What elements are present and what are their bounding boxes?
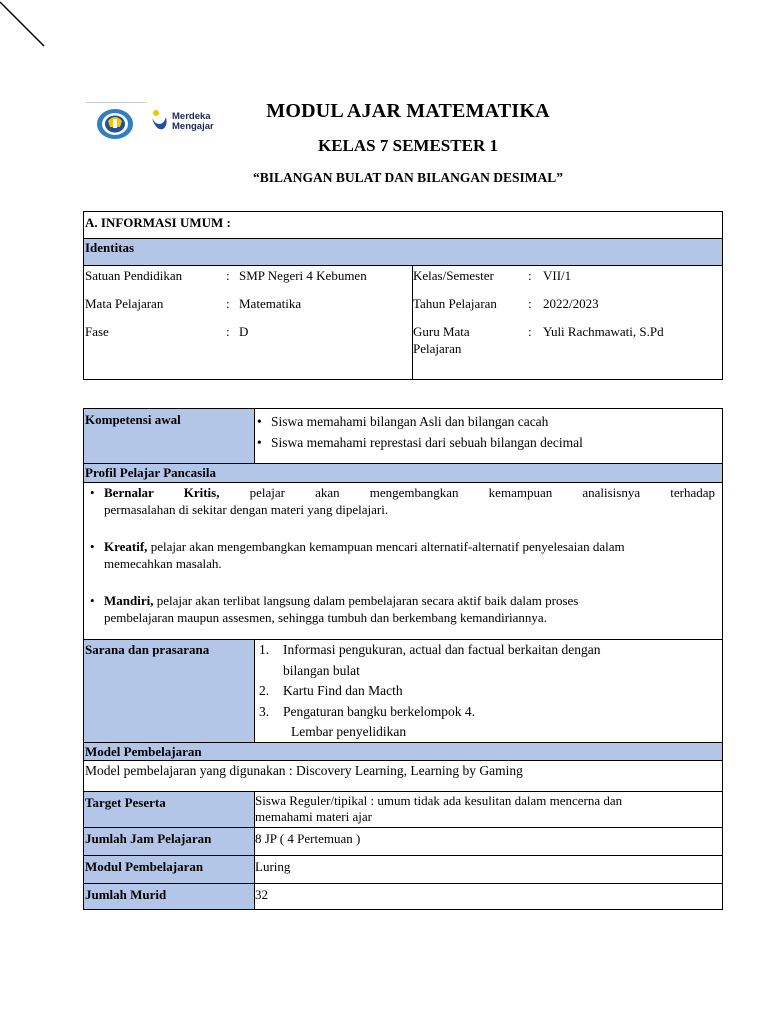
jam-value: 8 JP ( 4 Pertemuan ) <box>255 831 361 846</box>
sarana-item-text: Informasi pengukuran, actual dan factual berkaitan dengan <box>283 642 601 657</box>
profil-item-bold: Bernalar Kritis, <box>104 485 220 500</box>
sarana-item-text: Pengaturan bangku berkelompok 4. <box>283 703 475 719</box>
target-label: Target Peserta <box>85 795 166 810</box>
label-fase: Fase <box>85 324 109 339</box>
label-guru-line1: Guru Mata <box>413 324 470 339</box>
profil-item-bold: Mandiri, <box>104 593 154 608</box>
murid-label: Jumlah Murid <box>85 887 167 902</box>
value-kelas-semester: VII/1 <box>543 268 572 283</box>
sep: : <box>226 268 230 283</box>
sarana-item <box>259 681 714 702</box>
sarana-extra-item: Lembar penyelidikan <box>291 724 407 739</box>
profil-item-bernalar <box>88 484 715 518</box>
sarana-item-text: bilangan bulat <box>283 662 360 678</box>
label-guru-line2: Pelajaran <box>413 341 462 356</box>
jam-label: Jumlah Jam Pelajaran <box>85 831 212 846</box>
sarana-item <box>259 702 714 723</box>
sarana-list <box>259 640 714 743</box>
kompetensi-item: • Siswa memahami represtasi dari sebuah bilangan decimal <box>255 432 715 453</box>
kompetensi-item: • Siswa memahami bilangan Asli dan bilangan cacah <box>255 411 715 432</box>
profil-item-bold: Kreatif, <box>104 539 148 554</box>
details-table <box>83 408 723 910</box>
profil-item-text: memecahkan masalah. <box>104 556 222 571</box>
sarana-item-number: 1. <box>259 642 270 657</box>
document-title: MODUL AJAR MATEMATIKA <box>266 100 550 122</box>
class-semester-title: KELAS 7 SEMESTER 1 <box>318 136 498 155</box>
target-label-cell <box>84 792 254 827</box>
profil-header <box>84 464 722 482</box>
info-table <box>83 211 723 380</box>
murid-label-cell <box>84 884 254 909</box>
profil-item-kreatif <box>88 538 715 572</box>
profil-list <box>88 484 715 626</box>
label-tahun-pelajaran: Tahun Pelajaran <box>413 296 497 311</box>
label-guru-mata-pelajaran <box>413 323 470 357</box>
murid-value: 32 <box>255 887 268 902</box>
model-text: Model pembelajaran yang digunakan : Discovery Learning, Learning by Gaming <box>85 763 523 778</box>
profil-item-text: permasalahan di sekitar dengan materi yang dipelajari. <box>104 502 389 517</box>
profil-item-mandiri <box>88 592 715 626</box>
value-tahun-pelajaran: 2022/2023 <box>543 296 599 311</box>
value-satuan-pendidikan: SMP Negeri 4 Kebumen <box>239 268 367 283</box>
jam-label-cell <box>84 828 254 855</box>
model-label: Model Pembelajaran <box>85 744 202 759</box>
sarana-item <box>259 640 714 681</box>
kompetensi-label-cell <box>84 409 254 463</box>
modul-label-cell <box>84 856 254 883</box>
info-section-title: A. INFORMASI UMUM : <box>85 215 231 230</box>
value-mata-pelajaran: Matematika <box>239 296 302 311</box>
modul-label: Modul Pembelajaran <box>85 859 204 874</box>
label-satuan-pendidikan: Satuan Pendidikan <box>85 268 183 283</box>
corner-diagonal-line <box>0 0 50 50</box>
profil-item-text: pelajar akan mengembangkan kemampuan analisisnya terhadap <box>219 485 715 500</box>
topic-title: “BILANGAN BULAT DAN BILANGAN DESIMAL” <box>252 170 564 185</box>
value-fase: D <box>239 324 249 339</box>
target-value-line: Siswa Reguler/tipikal : umum tidak ada kesulitan dalam mencerna dan <box>255 793 623 808</box>
logo-text-mengajar: Mengajar <box>172 120 214 132</box>
profil-item-text: pembelajaran maupun assesmen, sehingga tumbuh dan berkembang kemandiriannya. <box>104 610 547 625</box>
sep: : <box>528 296 532 311</box>
target-value <box>255 793 622 825</box>
sep: : <box>226 324 230 339</box>
kompetensi-list <box>255 411 715 453</box>
sarana-label-cell <box>84 640 254 742</box>
label-mata-pelajaran: Mata Pelajaran <box>85 296 164 311</box>
sarana-item-text: Kartu Find dan Macth <box>283 683 403 698</box>
logo-text-merdeka: Merdeka <box>172 111 211 122</box>
model-header <box>84 743 722 760</box>
sarana-label: Sarana dan prasarana <box>85 642 210 657</box>
identitas-header <box>84 239 722 265</box>
sep: : <box>528 268 532 283</box>
sarana-item-number: 3. <box>259 703 270 719</box>
sarana-item-number: 2. <box>259 683 270 698</box>
sep: : <box>528 324 532 339</box>
kompetensi-label: Kompetensi awal <box>85 412 181 427</box>
profil-item-text: pelajar akan mengembangkan kemampuan mencari alternatif-alternatif penyelesaian dalam <box>147 539 625 554</box>
identitas-label: Identitas <box>85 240 135 255</box>
modul-value: Luring <box>255 859 291 874</box>
profil-label: Profil Pelajar Pancasila <box>85 465 216 480</box>
sep: : <box>226 296 230 311</box>
label-kelas-semester: Kelas/Semester <box>413 268 494 283</box>
target-value-line: memahami materi ajar <box>255 809 372 824</box>
value-guru: Yuli Rachmawati, S.Pd <box>543 324 664 339</box>
profil-item-text: pelajar akan terlibat langsung dalam pembelajaran secara aktif baik dalam proses <box>153 593 579 608</box>
